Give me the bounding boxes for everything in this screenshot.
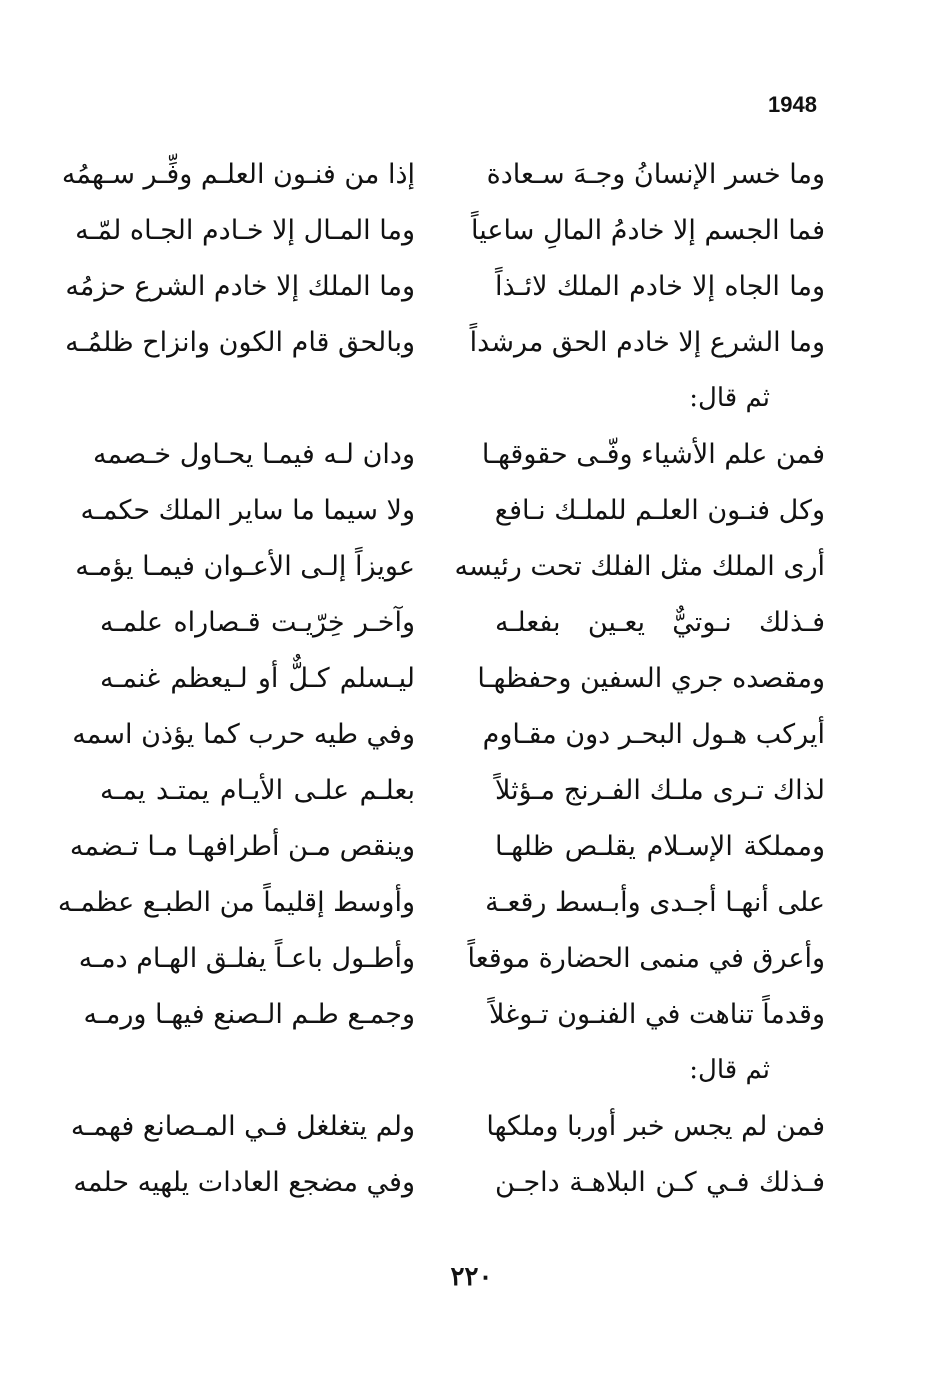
second-hemistich: ولم يتغلغل فـي المـصانع فهمـه: [70, 1110, 415, 1142]
second-hemistich: بعلـم علـى الأيـام يمتـد يمـه: [100, 774, 415, 806]
first-hemistich: وأعرق في منمى الحضارة موقعاً: [467, 942, 825, 974]
first-hemistich: وما خسر الإنسانُ وجـهَ سـعادة: [486, 158, 825, 190]
first-hemistich: فمن علم الأشياء وفّـى حقوقهـا: [481, 438, 825, 470]
verse-line: [65, 258, 825, 314]
first-hemistich: أيركب هـول البحـر دون مقـاوم: [482, 718, 825, 750]
verse-line: [57, 874, 825, 930]
first-hemistich: وكل فنـون العلـم للملـك نـافع: [494, 494, 825, 526]
first-hemistich: فـذلك نـوتيٌّ يعـين بفعلـه: [495, 606, 825, 638]
first-hemistich: على أنهـا أجـدى وأبـسط رقعـة: [485, 886, 825, 918]
verse-line: [78, 930, 825, 986]
stanza: [61, 146, 825, 370]
verse-line: [70, 1098, 825, 1154]
verse-line: [73, 1154, 825, 1210]
second-hemistich: وما المـال إلا خـادم الجـاه لمّـه: [75, 214, 415, 246]
second-hemistich: وفي مضجع العادات يلهيه حلمه: [73, 1166, 415, 1198]
first-hemistich: لذاك تـرى ملـك الفـرنج مـؤثلاً: [495, 774, 825, 806]
verse-line: [61, 146, 825, 202]
verse-line: [83, 986, 825, 1042]
verse-line: [93, 426, 825, 482]
second-hemistich: وجمـع طـم الـصنع فيهـا ورمـه: [83, 998, 415, 1030]
verse-line: [100, 762, 825, 818]
first-hemistich: وما الشرع إلا خادم الحق مرشداً: [469, 326, 825, 358]
first-hemistich: فـذلك فـي كـن البلاهـة داجـن: [495, 1166, 825, 1198]
second-hemistich: وفي طيه حرب كما يؤذن اسمه: [72, 718, 415, 750]
second-hemistich: وما الملك إلا خادم الشرع حزمُه: [65, 270, 415, 302]
second-hemistich: إذا من فنـون العلـم وفِّـر سـهمُه: [61, 158, 415, 190]
second-hemistich: وأوسط إقليماً من الطبـع عظمـه: [57, 886, 415, 918]
second-hemistich: ليـسلم كـلٌّ أو لـيعظم غنمـه: [100, 662, 415, 694]
poem: [57, 146, 825, 1210]
section-heading: ثم قال:: [689, 1055, 770, 1085]
verse-line: [72, 706, 825, 762]
stanza: [57, 426, 825, 1042]
first-hemistich: وقدماً تناهت في الفنـون تـوغلاً: [488, 998, 825, 1030]
verse-line: [69, 818, 825, 874]
first-hemistich: ومملكة الإسـلام يقلـص ظلهـا: [495, 830, 825, 862]
second-hemistich: وينقص مـن أطرافهـا مـا تـضمه: [69, 830, 415, 862]
year-label: 1948: [768, 92, 817, 117]
second-hemistich: ودان لـه فيمـا يحـاول خـصمه: [93, 438, 415, 470]
first-hemistich: ومقصده جري السفين وحفظهـا: [477, 662, 825, 694]
verse-line: [75, 202, 825, 258]
verse-line: [65, 314, 825, 370]
section-heading: ثم قال:: [689, 383, 770, 413]
second-hemistich: ولا سيما ما ساير الملك حكمـه: [80, 494, 415, 526]
first-hemistich: وما الجاه إلا خادم الملك لائـذاً: [495, 270, 825, 302]
first-hemistich: فمن لم يجس خبر أوربا وملكها: [486, 1110, 825, 1142]
stanza: [70, 1098, 825, 1210]
verse-line: [100, 650, 825, 706]
second-hemistich: وأطـول باعـاً يفلـق الهـام دمـه: [78, 942, 415, 974]
second-hemistich: عويزاً إلـى الأعـوان فيمـا يؤمـه: [75, 550, 415, 582]
first-hemistich: أرى الملك مثل الفلك تحت رئيسه: [454, 550, 825, 582]
page-number: ٢٢٠: [450, 1262, 493, 1292]
verse-line: [75, 538, 825, 594]
verse-line: [100, 594, 825, 650]
second-hemistich: وبالحق قام الكون وانزاح ظلمُـه: [65, 326, 415, 358]
second-hemistich: وآخـر خِرّيـت قـصاراه علمـه: [100, 606, 415, 638]
verse-line: [80, 482, 825, 538]
first-hemistich: فما الجسم إلا خادمُ المالِ ساعياً: [471, 214, 825, 246]
